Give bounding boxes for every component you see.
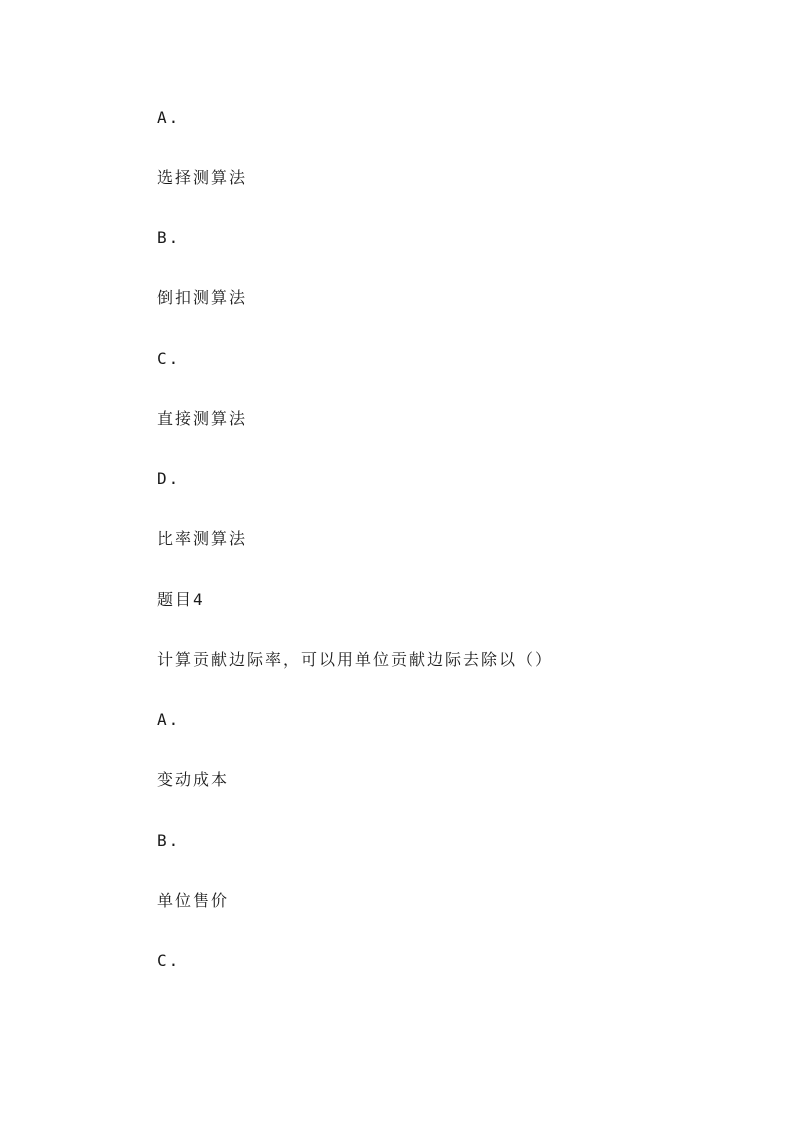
q3-option-c-letter: C. [157,349,181,368]
q3-option-b-text: 倒扣测算法 [157,288,248,307]
q4-option-a-letter: A. [157,710,181,729]
q3-option-d-text: 比率测算法 [157,529,248,548]
q4-option-b-letter: B. [157,831,181,850]
q4-option-b-text: 单位售价 [157,891,230,910]
q3-option-a-letter: A. [157,108,181,127]
q3-option-c-text: 直接测算法 [157,409,248,428]
q4-stem: 计算贡献边际率，可以用单位贡献边际去除以（） [157,650,554,669]
q3-option-d-letter: D. [157,469,181,488]
q3-option-a-text: 选择测算法 [157,168,248,187]
q3-option-b-letter: B. [157,228,181,247]
q4-option-a-text: 变动成本 [157,770,230,789]
q4-heading: 题目4 [157,590,205,609]
q4-option-c-letter: C. [157,951,181,970]
